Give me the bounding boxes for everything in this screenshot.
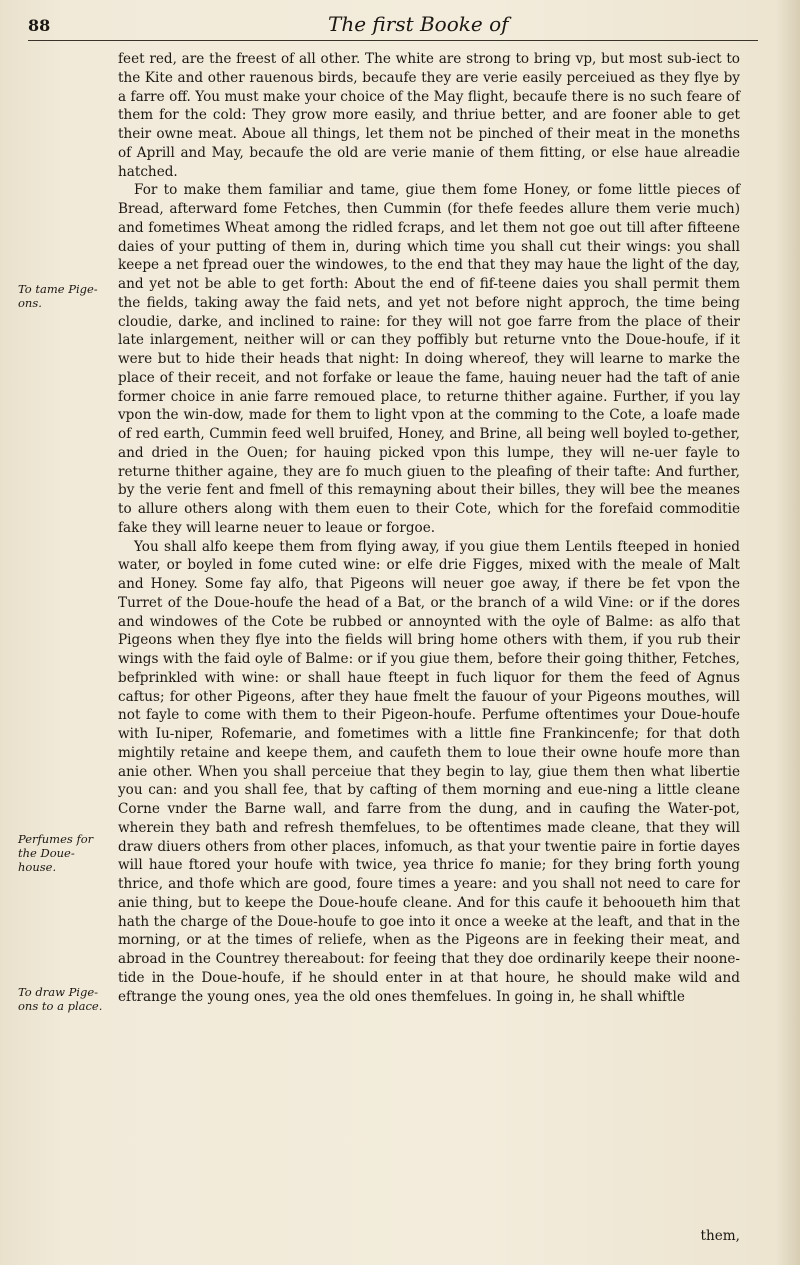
paragraph: feet red, are the freest of all other. The white are strong to bring vp, but most sub-iect to the Kite and other rauenous birds, becaufe they are verie easily perceiued as they flye by a farre off. You must make your choice of the May flight, becaufe there is no such feare of them for the cold: They grow more easily, and thriue better, and are fooner able to get their owne meat. Aboue all things, let them not be pinched of their meat in the moneths of Aprill and May, becaufe the old are verie manie of them fitting, or else haue alreadie hatched. [118,51,740,180]
catchword: them, [700,1228,740,1244]
paragraph: For to make them familiar and tame, giue them fome Honey, or fome little pieces of Bread, afterward fome Fetches, then Cummin (for thefe feedes allure them verie much) and fometimes Wheat among the ridled fcraps, and let them not goe out till after fifteene daies of your putting of them in, during which time you shall cut their wings: you shall keepe a net fpread ouer the windowes, to the end that they may haue the light of the day, and yet not be able to get forth: About the end of fif-teene daies you shall permit them the fields, taking away the faid nets, and yet not before night approch, the time being cloudie, darke, and inclined to raine: for they will not goe farre from the place of their late inlargement, neither will or can they poffibly but returne vnto the Doue-houfe, if it were but to hide their heads that night: In doing whereof, they will learne to marke the place of their receit, and not forfake or leaue the fame, hauing neuer had the taft of anie former choice in anie farre remoued place, to returne thither againe. Further, if you lay vpon the win-dow, made for them to light vpon at the comming to the Cote, a loafe made of red earth, Cummin feed well bruifed, Honey, and Brine, all being well boyled to-gether, and dried in the Ouen; for hauing picked vpon this lumpe, they will ne-uer fayle to returne thither againe, they are fo much giuen to the pleafing of their tafte: And further, by the verie fent and fmell of this remayning about their billes, they will bee the meanes to allure others along with them euen to their Cote, which for the forefaid commoditie fake they will learne neuer to leaue or forgoe. [118,182,740,536]
running-head: The first Booke of [328,12,509,36]
page-header [28,10,758,41]
margin-note-tame-pigeons: To tame Pige-ons. [18,282,98,310]
margin-note-draw-pigeons: To draw Pige-ons to a place. [18,985,103,1013]
page-number: 88 [28,16,51,35]
body-text [118,50,740,1006]
paragraph: You shall alfo keepe them from flying away, if you giue them Lentils fteeped in honied water, or boyled in fome cuted wine: or elfe drie Figges, mixed with the meale of Malt and Honey. Some fay alfo, that Pigeons will neuer goe away, if there be fet vpon the Turret of the Doue-houfe the head of a Bat, or the branch of a wild Vine: or if the dores and windowes of the Cote be rubbed or annoynted with the oyle of Balme: as alfo that Pigeons when they flye into the fields will bring home others with them, if you rub their wings with the faid oyle of Balme: or if you giue them, before their going thither, Fetches, befprinkled with wine: or shall haue fteept in fuch liquor for them the feed of Agnus caftus; for other Pigeons, after they haue fmelt the fauour of your Pigeons mouthes, will not fayle to come with them to their Pigeon-houfe. Perfume oftentimes your Doue-houfe with Iu-niper, Rofemarie, and fometimes with a little fine Frankincenfe; for that doth mightily retaine and keepe them, and caufeth them to loue their owne houfe more than anie other. When you shall perceiue that they begin to lay, giue them then what libertie you can: and you shall fee, that by cafting of them morning and eue-ning a little cleane Corne vnder the Barne wall, and farre from the dung, and in caufing the Water-pot, wherein they bath and refresh themfelues, to be oftentimes made cleane, that they will draw diuers others from other places, infomuch, as that your twentie paire in fortie dayes will haue ftored your houfe with twice, yea thrice fo manie; for they bring forth young thrice, and thofe which are good, foure times a yeare: and you shall not need to care for anie thing, but to keepe the Doue-houfe cleane. And for this caufe it behooueth him that hath the charge of the Doue-houfe to goe into it once a weeke at the leaft, and that in the morning, or at the times of reliefe, when as the Pigeons are in feeking their meat, and abroad in the Countrey thereabout: for feeing that they doe ordinarily keepe their noone-tide in the Doue-houfe, if he should enter in at that houre, he should make wild and eftrange the young ones, yea the old ones themfelues. In going in, he shall whiftle [118,538,740,1005]
page-edge-shadow [776,0,800,1265]
margin-note-perfumes: Perfumes for the Doue-house. [18,832,94,874]
